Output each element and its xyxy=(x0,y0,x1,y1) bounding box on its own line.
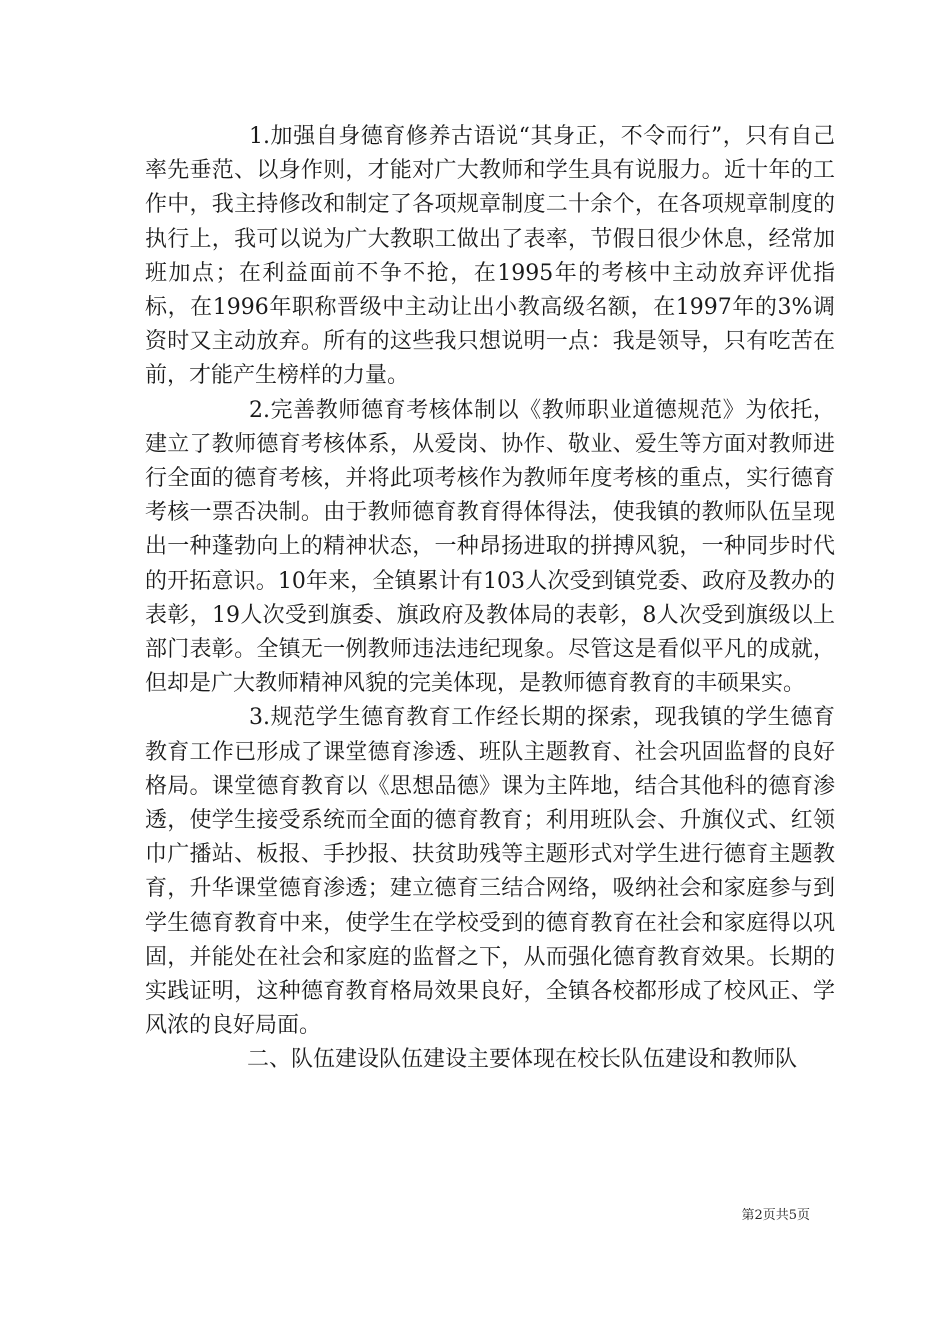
section-heading-team-building: 二、队伍建设队伍建设主要体现在校长队伍建设和教师队 xyxy=(247,1047,798,1073)
paragraph-student-education: 3.规范学生德育教育工作经长期的探索，现我镇的学生德育教育工作已形成了课堂德育渗透、班队主题教育、社会巩固监督的良好格局。课堂德育教育以《思想品德》课为主阵地，结合其他科的德育渗透，使学生接受系统而全面的德育教育；利用班队会、升旗仪式、红领巾广播站、板报、手抄报、扶贫助残等主题形式对学生进行德育主题教育，升华课堂德育渗透；建立德育三结合网络，吸纳社会和家庭参与到学生德育教育中来，使学生在学校受到的德育教育在社会和家庭得以巩固，并能处在社会和家庭的监督之下，从而强化德育教育效果。长期的实践证明，这种德育教育格局效果良好，全镇各校都形成了校风正、学风浓的良好局面。 xyxy=(145,705,835,1039)
page-number-footer: 第2页共5页 xyxy=(741,1208,810,1223)
paragraph-teacher-assessment: 2.完善教师德育考核体制以《教师职业道德规范》为依托，建立了教师德育考核体系，从爱岗、协作、敬业、爱生等方面对教师进行全面的德育考核，并将此项考核作为教师年度考核的重点，实行德育考核一票否决制。由于教师德育教育得体得法，使我镇的教师队伍呈现出一种蓬勃向上的精神状态，一种昂扬进取的拼搏风貌，一种同步时代的开拓意识。10年来，全镇累计有103人次受到镇党委、政府及教办的表彰，19人次受到旗委、旗政府及教体局的表彰，8人次受到旗级以上部门表彰。全镇无一例教师违法违纪现象。尽管这是看似平凡的成就，但却是广大教师精神风貌的完美体现，是教师德育教育的丰硕果实。 xyxy=(145,397,835,697)
document-body xyxy=(145,120,835,1078)
paragraph-moral-cultivation: 1.加强自身德育修养古语说“其身正，不令而行”，只有自己率先垂范、以身作则，才能对广大教师和学生具有说服力。近十年的工作中，我主持修改和制定了各项规章制度二十余个，在各项规章制度的执行上，我可以说为广大教职工做出了表率，节假日很少休息，经常加班加点；在利益面前不争不抢，在1995年的考核中主动放弃评优指标，在1996年职称晋级中主动让出小教高级名额，在1997年的3%调资时又主动放弃。所有的这些我只想说明一点：我是领导，只有吃苦在前，才能产生榜样的力量。 xyxy=(145,124,835,389)
